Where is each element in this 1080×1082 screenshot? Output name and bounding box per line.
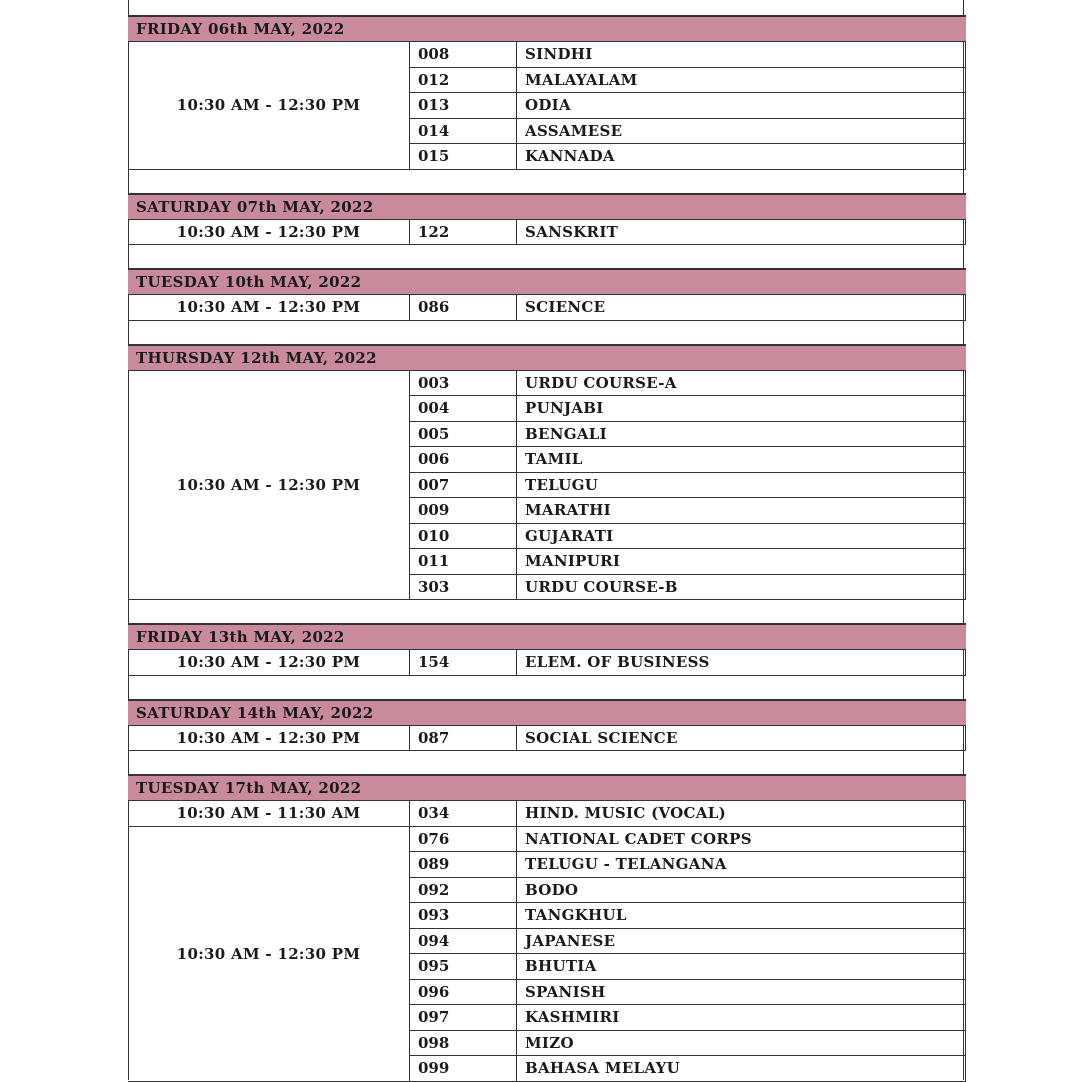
subject-name: MARATHI [517,498,966,524]
subject-code: 095 [410,954,517,980]
subject-code: 122 [410,220,517,246]
subject-name: HIND. MUSIC (VOCAL) [517,801,966,827]
subject-code: 099 [410,1056,517,1082]
subject-name: KANNADA [517,144,966,170]
subject-code: 006 [410,447,517,473]
subject-code: 098 [410,1031,517,1057]
subject-code: 094 [410,929,517,955]
subject-name: TELUGU - TELANGANA [517,852,966,878]
subject-code: 034 [410,801,517,827]
subject-code: 076 [410,827,517,853]
subject-name: TAMIL [517,447,966,473]
section-spacer [128,245,966,269]
subject-name: ASSAMESE [517,119,966,145]
section-spacer [128,751,966,775]
exam-time-slot: 10:30 AM - 12:30 PM [128,220,410,246]
subject-name: SPANISH [517,980,966,1006]
exam-time-slot: 10:30 AM - 12:30 PM [128,827,410,1082]
subject-code: 014 [410,119,517,145]
subject-code: 303 [410,575,517,601]
exam-time-slot: 10:30 AM - 11:30 AM [128,801,410,827]
subject-code: 004 [410,396,517,422]
subject-name: URDU COURSE-B [517,575,966,601]
section-spacer [128,321,966,345]
subject-name: TELUGU [517,473,966,499]
subject-code: 093 [410,903,517,929]
subject-name: BENGALI [517,422,966,448]
subject-code: 008 [410,42,517,68]
subject-code: 096 [410,980,517,1006]
exam-time-slot: 10:30 AM - 12:30 PM [128,295,410,321]
subject-name: SANSKRIT [517,220,966,246]
subject-name: ELEM. OF BUSINESS [517,650,966,676]
subject-code: 011 [410,549,517,575]
subject-name: MALAYALAM [517,68,966,94]
exam-date-header: FRIDAY 06th MAY, 2022 [128,16,966,42]
subject-code: 154 [410,650,517,676]
subject-code: 005 [410,422,517,448]
subject-code: 010 [410,524,517,550]
exam-date-header: THURSDAY 12th MAY, 2022 [128,345,966,371]
subject-code: 087 [410,726,517,752]
subject-code: 012 [410,68,517,94]
subject-name: BAHASA MELAYU [517,1056,966,1082]
exam-time-slot: 10:30 AM - 12:30 PM [128,726,410,752]
subject-name: KASHMIRI [517,1005,966,1031]
subject-name: TANGKHUL [517,903,966,929]
exam-date-header: SATURDAY 07th MAY, 2022 [128,194,966,220]
exam-date-header: SATURDAY 14th MAY, 2022 [128,700,966,726]
subject-name: PUNJABI [517,396,966,422]
exam-date-header: TUESDAY 10th MAY, 2022 [128,269,966,295]
section-spacer [128,170,966,194]
subject-code: 003 [410,371,517,397]
subject-code: 097 [410,1005,517,1031]
section-spacer [128,600,966,624]
subject-name: ODIA [517,93,966,119]
section-spacer [128,676,966,700]
subject-name: SOCIAL SCIENCE [517,726,966,752]
subject-name: NATIONAL CADET CORPS [517,827,966,853]
subject-code: 013 [410,93,517,119]
subject-name: GUJARATI [517,524,966,550]
subject-name: BODO [517,878,966,904]
subject-code: 007 [410,473,517,499]
subject-name: BHUTIA [517,954,966,980]
subject-code: 092 [410,878,517,904]
subject-name: MANIPURI [517,549,966,575]
subject-code: 015 [410,144,517,170]
subject-name: SINDHI [517,42,966,68]
subject-code: 086 [410,295,517,321]
exam-time-slot: 10:30 AM - 12:30 PM [128,371,410,601]
subject-name: SCIENCE [517,295,966,321]
subject-name: MIZO [517,1031,966,1057]
exam-date-header: TUESDAY 17th MAY, 2022 [128,775,966,801]
subject-code: 089 [410,852,517,878]
subject-code: 009 [410,498,517,524]
subject-name: JAPANESE [517,929,966,955]
subject-name: URDU COURSE-A [517,371,966,397]
exam-time-slot: 10:30 AM - 12:30 PM [128,42,410,170]
exam-date-header: FRIDAY 13th MAY, 2022 [128,624,966,650]
exam-time-slot: 10:30 AM - 12:30 PM [128,650,410,676]
